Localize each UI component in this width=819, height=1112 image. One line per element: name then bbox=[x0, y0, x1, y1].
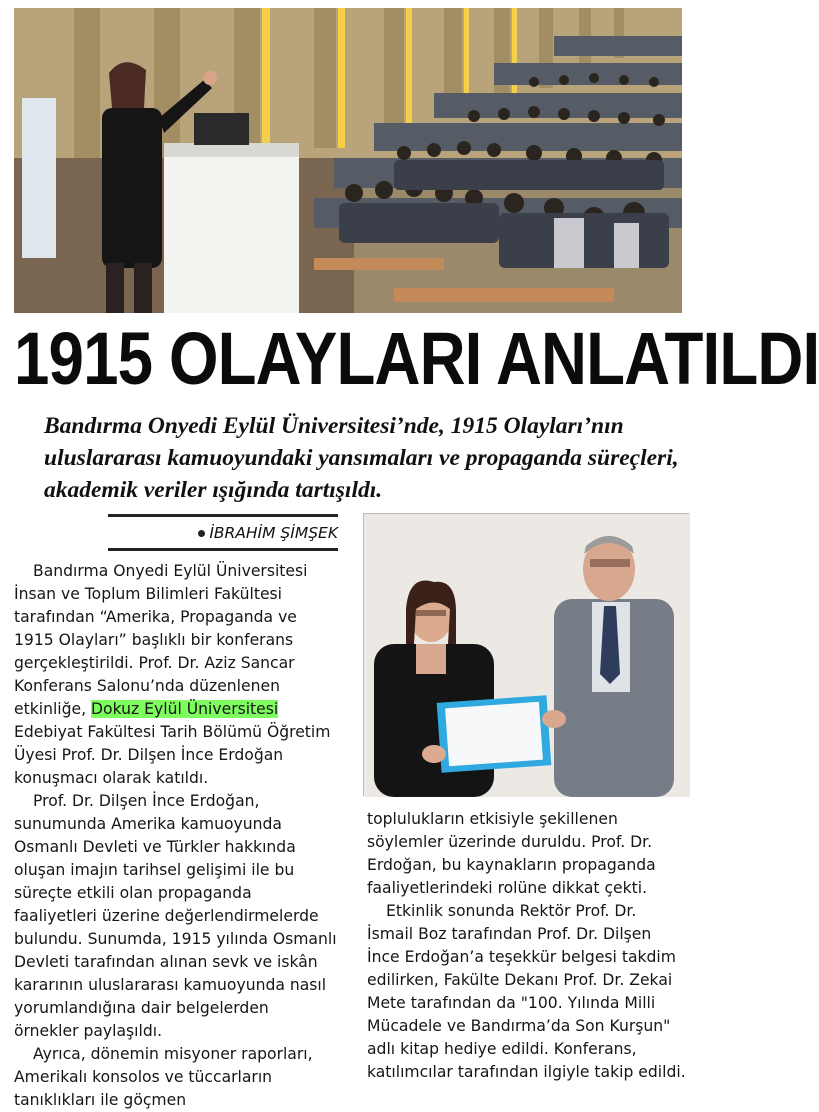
conference-photo bbox=[14, 8, 682, 313]
byline-rule-bottom bbox=[108, 548, 338, 551]
paragraph-2: Prof. Dr. Dilşen İnce Erdoğan, sunumunda Amerika kamuoyunda Osmanlı Devleti ve Türkler hakkında oluşan imajın tarihsel gelişimi ile bu süreçte etkili olan propaganda faaliyetleri üzerine değerlendirmelerde bulundu. Sunumda, 1915 yılında Osmanlı Devleti tarafından alınan sevk ve iskân kararının uluslararası kamuoyunda nasıl yorumlandığına dair belgelerden örnekler paylaşıldı. bbox=[14, 792, 337, 1040]
bullet-icon bbox=[198, 530, 205, 537]
paragraph-3: Ayrıca, dönemin misyoner raporları, Amerikalı konsolos ve tüccarların tanıklıkları ile göçmen bbox=[14, 1045, 313, 1109]
award-photo bbox=[363, 513, 689, 796]
paragraph-1: Bandırma Onyedi Eylül Üniversitesi İnsan ve Toplum Bilimleri Fakültesi tarafından “Amerika, Propaganda ve 1915 Olayları” başlıklı bir konferans gerçekleştirildi. Prof. Dr. Aziz Sancar Konferans Salonu’nda düzenlenen etkinliğe, Dokuz Eylül Üniversitesi Edebiyat Fakültesi Tarih Bölümü Öğretim Üyesi Prof. Dr. Dilşen İnce Erdoğan konuşmacı olarak katıldı. bbox=[14, 562, 331, 787]
article-column-left bbox=[14, 560, 338, 1109]
subheadline: Bandırma Onyedi Eylül Üniversitesi’nde, 1915 Olayları’nın uluslararası kamuoyundaki yansımaları ve propaganda süreçleri, akademik veriler ışığında tartışıldı. bbox=[44, 413, 679, 503]
byline-rule-top bbox=[108, 514, 338, 517]
paragraph-4: Etkinlik sonunda Rektör Prof. Dr. İsmail Boz tarafından Prof. Dr. Dilşen İnce Erdoğan’a teşekkür belgesi takdim edilirken, Fakülte Dekanı Prof. Dr. Zekai Mete tarafından da "100. Yılında Milli Mücadele ve Bandırma’da Son Kurşun" adlı kitap hediye edildi. Konferans, katılımcılar tarafından ilgiyle takip edildi. bbox=[367, 902, 686, 1081]
headline: 1915 OLAYLARI ANLATILDI bbox=[14, 317, 819, 400]
paragraph-3-continued: toplulukların etkisiyle şekillenen söylemler üzerinde duruldu. Prof. Dr. Erdoğan, bu kaynakların propaganda faaliyetlerindeki rolüne dikkat çekti. bbox=[367, 810, 656, 897]
author-name: İBRAHİM ŞİMŞEK bbox=[209, 524, 338, 542]
highlighted-text: Dokuz Eylül Üniversitesi bbox=[91, 700, 279, 718]
byline bbox=[108, 520, 338, 546]
article-column-right bbox=[367, 808, 687, 1097]
